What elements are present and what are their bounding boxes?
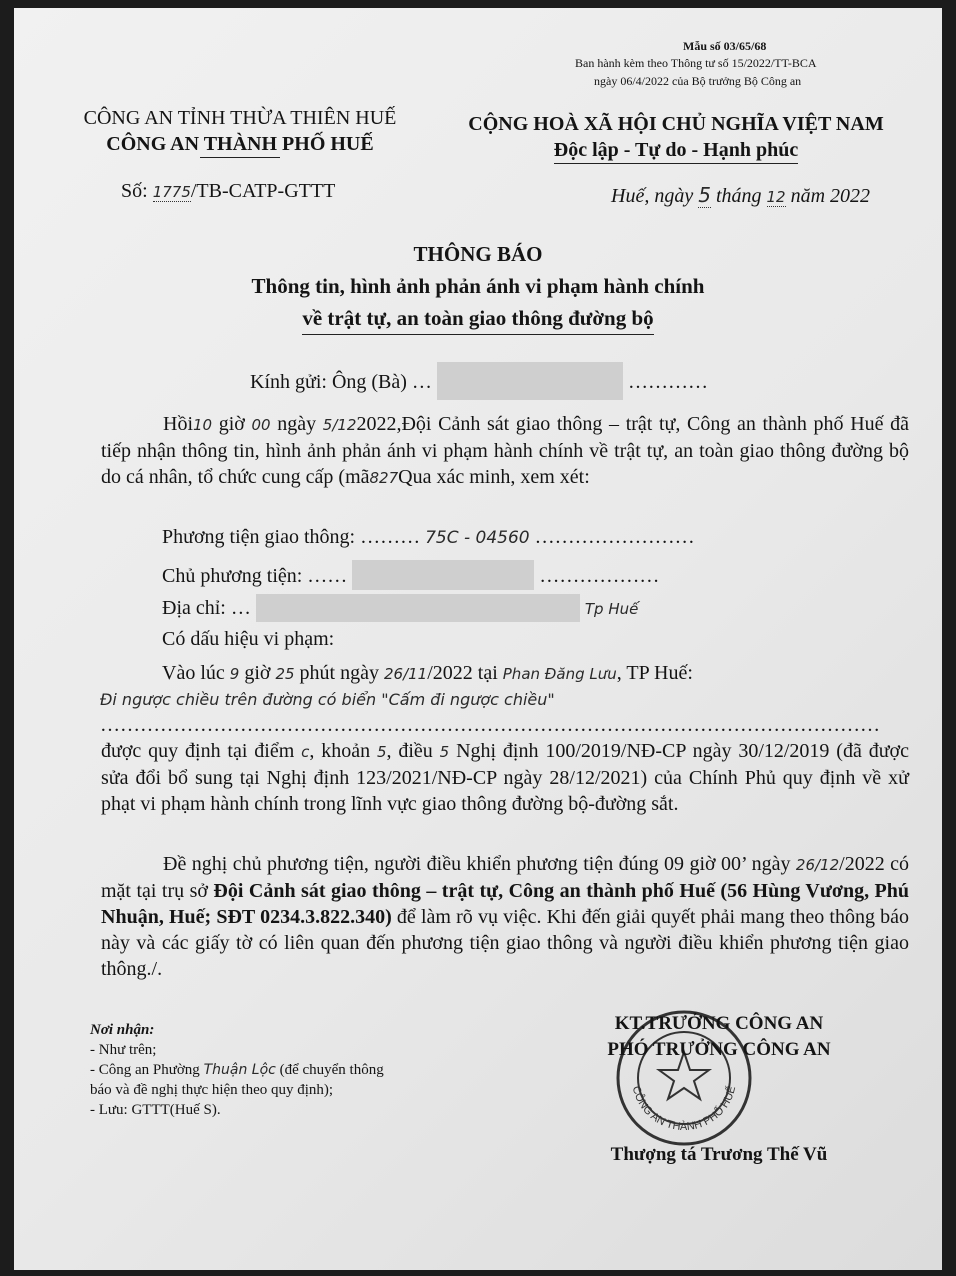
owner-field: [162, 560, 659, 590]
title-sub1: Thông tin, hình ảnh phản ánh vi phạm hành chính: [251, 274, 705, 298]
agency-header: [70, 105, 410, 158]
signer-name: Thượng tá Trương Thế Vũ: [610, 1144, 828, 1165]
redacted-address: [256, 594, 580, 622]
violation-minute: 25: [275, 665, 295, 683]
agency-name: CÔNG AN THÀNH PHỐ HUẾ: [106, 133, 374, 155]
date-place: Huế, ngày: [611, 185, 694, 207]
addressee-label: Kính gửi: Ông (Bà) …: [250, 371, 432, 393]
violation-place: Phan Đăng Lưu: [502, 665, 617, 683]
intro-t3: ngày: [277, 413, 317, 435]
violation-t5: , TP Huế:: [616, 662, 693, 684]
recipient-item-2a: - Công an Phường: [90, 1062, 200, 1078]
document-title: [14, 238, 942, 335]
recipient-item-1: - Như trên;: [90, 1042, 157, 1058]
violation-t1: Vào lúc: [162, 662, 225, 684]
recipient-ward: Thuận Lộc: [203, 1062, 276, 1078]
intro-paragraph: [101, 411, 909, 491]
addressee-line: [250, 362, 708, 400]
nation-header: [446, 111, 906, 164]
request-location: Đội Cảnh sát giao thông – trật tự, Công an thành phố Huế (56 Hùng Vương, Phú Nhuận, Huế; SĐT 0234.3.822.340): [101, 880, 910, 928]
recipient-item-3: - Lưu: GTTT(Huế S).: [90, 1102, 221, 1118]
violation-t2: giờ: [244, 662, 271, 684]
seal-text: CÔNG AN THÀNH PHỐ HUẾ: [629, 1084, 739, 1134]
legal-paragraph: [101, 738, 909, 817]
request-t3: để làm rõ vụ việc. Khi đến giải quyết phải mang theo thông báo này và các giấy tờ có liên quan đến phương tiện giao thông và người điều khiển phương tiện giao thông./.: [101, 906, 910, 980]
intro-t4: 2022,Đội Cảnh sát giao thông – trật tự, Công an thành phố Huế đã tiếp nhận thông tin, hình ảnh phản ánh vi phạm hành chính về trật tự, an toàn giao thông đường bộ do cá nhân, tổ chức cung cấp (mã: [101, 413, 910, 488]
intro-t2: giờ: [218, 413, 245, 435]
date-day: 5: [698, 183, 711, 207]
form-issuance-line: Ban hành kèm theo Thông tư số 15/2022/TT-BCA: [575, 56, 817, 70]
signature-block: [559, 1011, 879, 1063]
signature-title-2: PHÓ TRƯỞNG CÔNG AN: [607, 1039, 831, 1060]
signature-title-1: KT.TRƯỞNG CÔNG AN: [614, 1013, 824, 1034]
redacted-name: [437, 362, 623, 400]
title-sub2: về trật tự, an toàn giao thông đường bộ: [302, 302, 653, 335]
violation-time-line: [162, 662, 693, 685]
legal-t3: , điều: [386, 740, 433, 762]
legal-t1: được quy định tại điểm: [101, 740, 295, 762]
recipients-heading: Nơi nhận:: [90, 1022, 155, 1038]
address-field: [162, 594, 638, 622]
document-page: [14, 8, 942, 1270]
intro-t1: Hồi: [163, 413, 193, 435]
svg-text:CÔNG AN THÀNH PHỐ HUẾ: [630, 1085, 739, 1133]
legal-clause: 5: [376, 743, 387, 761]
recipient-item-2b: (để chuyển thông: [279, 1062, 384, 1078]
request-t2: /2022 có mặt tại trụ sở: [101, 853, 909, 902]
addressee-trail: …………: [627, 371, 708, 393]
legal-t2: , khoản: [309, 740, 371, 762]
doc-number-prefix: Số:: [121, 180, 148, 202]
agency-underline: [200, 157, 280, 158]
request-paragraph: [101, 851, 909, 982]
date-month-label: tháng: [715, 185, 762, 207]
violation-description: Đi ngược chiều trên đường có biển "Cấm đi ngược chiều": [100, 690, 555, 709]
date-year-label: năm 2022: [790, 185, 871, 207]
request-date: 26/12: [795, 856, 840, 874]
violation-date: 26/11: [383, 665, 428, 683]
form-issuance-date: ngày 06/4/2022 của Bộ trưởng Bộ Công an: [594, 74, 802, 88]
legal-point: c: [301, 743, 310, 761]
nation-motto: Độc lập - Tự do - Hạnh phúc: [554, 137, 798, 164]
violation-dots: ………………………………………………………………………………………………………: [100, 714, 880, 736]
intro-hour: 10: [193, 416, 213, 434]
nation-name: CỘNG HOÀ XÃ HỘI CHỦ NGHĨA VIỆT NAM: [468, 113, 884, 135]
legal-article: 5: [439, 743, 450, 761]
address-label: Địa chỉ: …: [162, 597, 251, 619]
violation-t4: /2022 tại: [427, 662, 498, 684]
request-t1: Đề nghị chủ phương tiện, người điều khiển phương tiện đúng 09 giờ 00’ ngày: [163, 853, 791, 875]
violation-label: Có dấu hiệu vi phạm:: [162, 628, 335, 650]
doc-number-suffix: /TB-CATP-GTTT: [190, 180, 336, 202]
violation-hour: 9: [229, 665, 240, 683]
address-city: Tp Huế: [584, 600, 639, 618]
document-number: [121, 180, 335, 203]
violation-t3: phút ngày: [299, 662, 379, 684]
document-date: [611, 183, 870, 208]
recipient-item-2: [90, 1060, 384, 1080]
recipient-item-2c: báo và đề nghị thực hiện theo quy định);: [90, 1082, 334, 1098]
form-number: Mẫu số 03/65/68: [683, 39, 767, 53]
vehicle-trail: ……………………: [534, 526, 695, 548]
intro-t5: Qua xác minh, xem xét:: [398, 466, 590, 488]
intro-minute: 00: [251, 416, 271, 434]
doc-number-handwritten: 1775: [152, 183, 191, 201]
recipients-block: [90, 1020, 384, 1120]
vehicle-plate: 75C - 04560: [425, 528, 530, 548]
agency-parent: CÔNG AN TỈNH THỪA THIÊN HUẾ: [83, 107, 397, 129]
vehicle-field: [162, 526, 695, 549]
legal-t4: Nghị định 100/2019/NĐ-CP ngày 30/12/2019 (đã được sửa đổi bổ sung tại Nghị định 123/2021/NĐ-CP ngày 28/12/2021) của Chính Phủ quy định về xử phạt vi phạm hành chính trong lĩnh vực giao thông đường bộ-đường sắt.: [101, 740, 909, 815]
date-month: 12: [766, 188, 786, 206]
intro-code: 827: [369, 469, 399, 487]
redacted-owner: [352, 560, 534, 590]
intro-date: 5/12: [322, 416, 357, 434]
title-main: THÔNG BÁO: [413, 242, 543, 266]
owner-trail: ………………: [539, 565, 660, 587]
vehicle-label: Phương tiện giao thông: ………: [162, 526, 421, 548]
owner-label: Chủ phương tiện: ……: [162, 565, 348, 587]
